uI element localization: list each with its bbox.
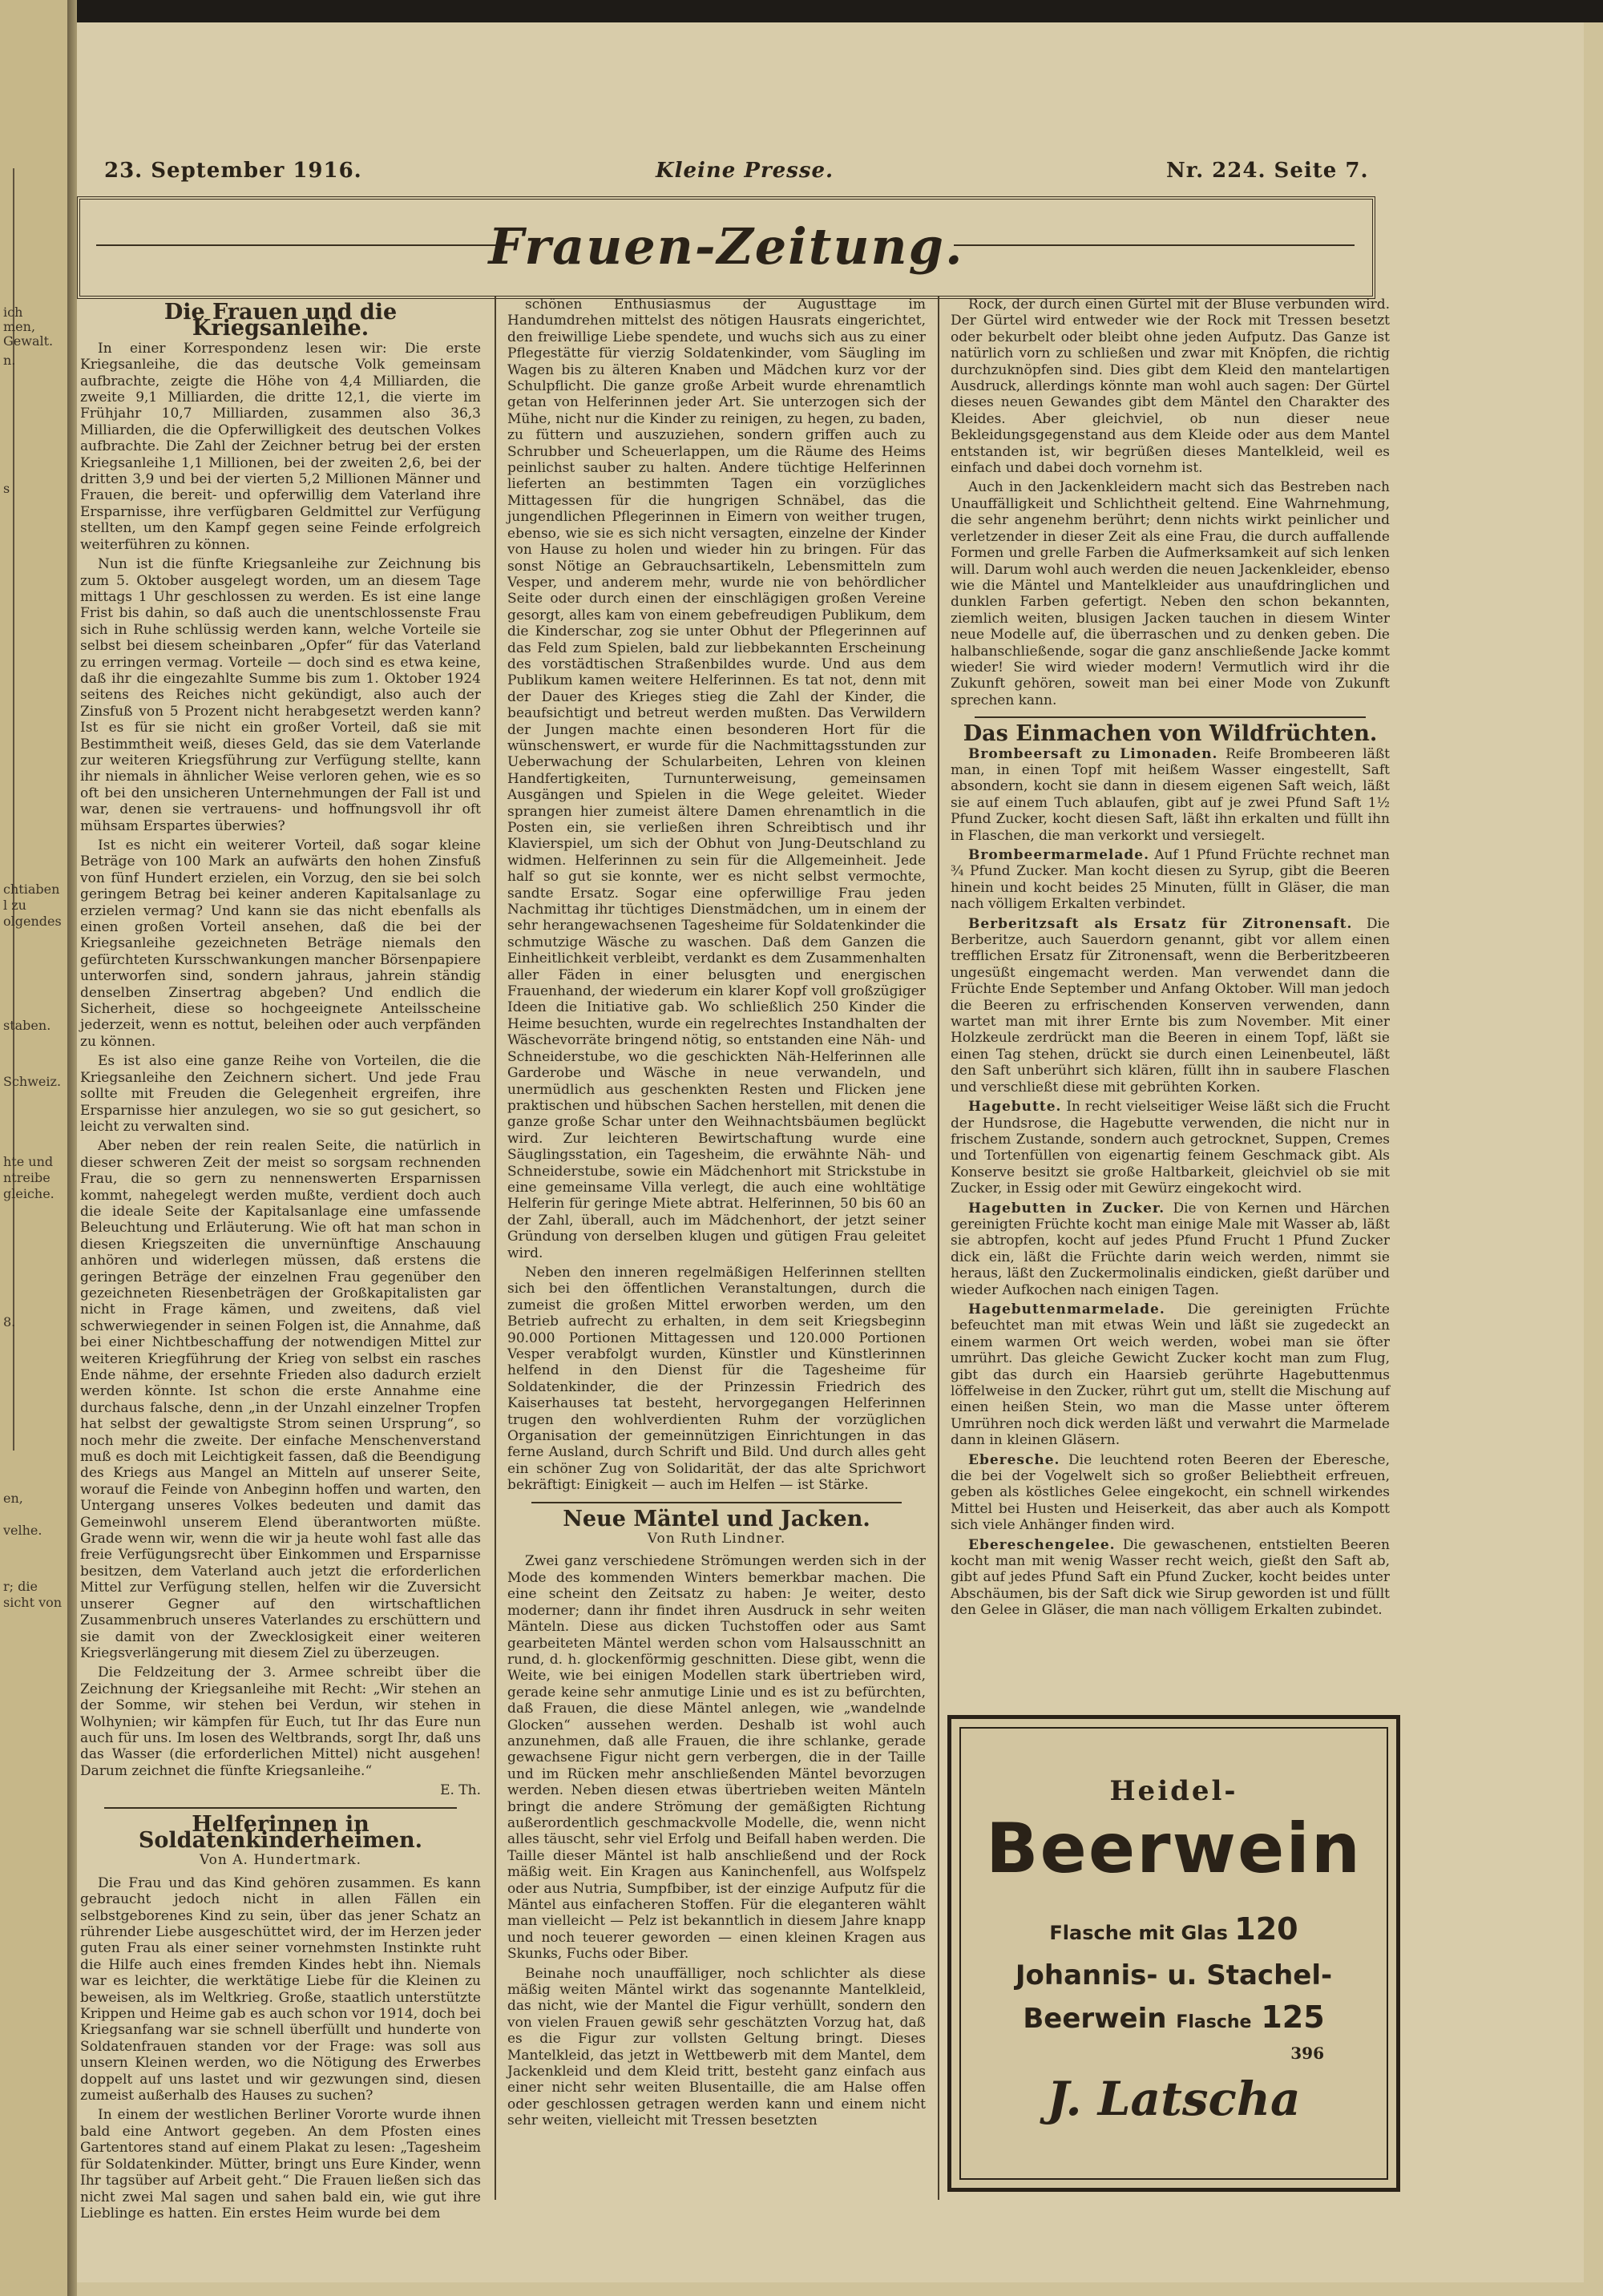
ad-wine-label: Beerwein [1023,2003,1167,2035]
article-separator [531,1502,902,1503]
ad-price-line-3 [951,1999,1396,2035]
ad-main-word: Beerwein [985,1809,1363,1889]
article-body-maentel [507,1553,926,2129]
section-masthead [77,196,1375,299]
recipe-text: Die von Kernen und Härchen gereinigten Früchte kocht man einige Male mit Wasser ab, läßt sie abtropfen, kocht auf jedes Pfund Frucht 1 Pfund Zucker dick ein, läßt die Früchte darin weich werden, nimmt sie heraus, läßt den Zuckermolinalis eindicken, gießt darüber und wieder Aufkochen nach einigen Tagen. [951,1200,1390,1298]
adjacent-page-text-fragment: hte und [3,1154,54,1169]
scan-top-edge [77,0,1603,22]
paragraph: Neben den inneren regelmäßigen Helferinnen stellten sich bei den öffentlichen Veranstaltungen, durch die zumeist die großen Mittel erworben werden, um den Betrieb aufrecht zu erhalten, in dem seit Kriegsbeginn 90.000 Portionen Mittagessen und 120.000 Portionen Vesper verabfolgt wurden, Künstler und Künstlerinnen helfend in den Dienst für die Tagesheime für Soldatenkinder, die der Prinzessin Friedrich des Kaiserhauses tat besteht, hervorgegangen Helferinnen trugen den wohlverdienten Ruhm der vorzüglichen Organisation der gemeinnützigen Einrichtungen in das ferne Ausland, durch Schrift und Bild. Und durch alles geht ein schöner Zug von Solidarität, der das alte Sprichwort bekräftigt: Einigkeit — auch im Helfen — ist Stärke. [507,1264,926,1494]
adjacent-page-text-fragment: ich [3,305,23,320]
adjacent-page-text-fragment: olgendes [3,914,62,929]
article-byline-maentel: Von Ruth Lindner. [647,1531,786,1547]
recipe-text: Reife Brombeeren läßt man, in einen Topf mit heißem Wasser eingestellt, Saft absondern, kocht sie dann in diesem eigenen Saft weich, läßt sie auf einem Tuch ablaufen, gibt auf je zwei Pfund Saft 1½ Pfund Zucker, kocht diesen Saft, läßt ihn erkalten und füllt ihn in Flaschen, die man verkorkt und versiegelt. [951,745,1391,844]
recipe-item [951,916,1390,1096]
recipe-text: In recht vielseitiger Weise läßt sich die Frucht der Hundsrose, die Hagebutte verwenden, die nicht nur in frischem Zustande, sondern auch getrocknet, Suppen, Cremes und Tortenfüllen von eigenartig feinem Geschmack gibt. Als Konserve besitzt sie große Haltbarkeit, gleichviel ob sie mit Zucker, in Essig oder mit Gewürz eingekocht wird. [951,1099,1390,1197]
recipe-item [951,1537,1390,1619]
adjacent-page-text-fragment: ntreibe [3,1170,50,1185]
article-body-helferinnen-continued [507,297,926,1494]
paragraph: Es ist also eine ganze Reihe von Vorteilen, die die Kriegsanleihe den Zeichnern sichert. Und jede Frau sollte mit Freuden die Gelegenheit ergreifen, ihre Ersparnisse hier anzulegen, wo sie so gut gesichert, so leicht zu verwalten sind. [80,1053,481,1135]
paragraph: Auch in den Jackenkleidern macht sich das Bestreben nach Unauffälligkeit und Schlichtheit geltend. Eine Wahrnehmung, die sehr angenehm berührt; denn nichts wirkt peinlicher und verletzender in dieser Zeit als eine Frau, die durch auffallende Formen und grelle Farben die Aufmerksamkeit auf sich lenken will. Darum wohl auch werden die neuen Jackenkleider, ebenso wie die Mäntel und Mantelkleider aus unaufdringlichen und dunklen Farben gefertigt. Neben den schon bekannten, ziemlich weiten, blusigen Jacken tauchen in diesem Winter neue Modelle auf, die überraschen und zu denken geben. Die halbanschließende, sogar die ganz anschließende Jacke kommt wieder! Sie wird wieder modern! Vermutlich wird ihr die Zukunft gehören, soweit man bei einer Mode von Zukunft sprechen kann. [951,479,1390,708]
recipe-title: Ebereschengelee. [968,1536,1116,1553]
paragraph: Nun ist die fünfte Kriegsanleihe zur Zeichnung bis zum 5. Oktober ausgelegt worden, um an diesem Tage mittags 1 Uhr geschlossen zu werden. Es ist eine lange Frist bis dahin, so daß auch die unentschlossenste Frau sich in Ruhe schlüssig werden kann, welche Vorteile sie selbst bei diesem scheinbaren „Opfer“ für das Vaterland zu erringen vermag. Vorteile — doch sind es etwa keine, daß ihr die eingezahlte Summe bis zum 1. Oktober 1924 seitens des Reiches nicht gekündigt, also auch der Zinsfuß von 5 Prozent nicht herabgesetzt werden kann? Ist es für sie nicht ein großer Vorteil, daß sie mit Bestimmtheit weiß, dieses Geld, das sie dem Vaterlande zur weiteren Kriegsführung zur Verfügung stellte, kann ihr niemals in ähnlicher Weise verloren gehen, wie es so oft bei den unsicheren Unternehmungen der Fall ist und war, denen sie vertrauens- und hoffnungsvoll ihr oft mühsam Erspartes überwies? [80,556,481,834]
adjacent-page-strip [0,0,70,2296]
recipe-text: Die gewaschenen, entstielten Beeren kocht man mit wenig Wasser recht weich, gießt den Saft ab, gibt auf jedes Pfund Saft ein Pfund Zucker, kocht beides unter Abschäumen, bis der Saft dick wie Sirup geworden ist und füllt den Gelee in Gläser, die man nach völligem Erkalten zubindet. [951,1536,1390,1619]
adjacent-page-text-fragment: men, [3,319,36,334]
column-divider-1 [495,297,496,2200]
paragraph: schönen Enthusiasmus der Augusttage im Handumdrehen mittelst des nötigen Hausrats eingerichtet, den freiwillige Liebe spendete, und wuchs sich aus zu einer Pflegestätte für vierzig Soldatenkinder, vom Säugling im Wagen bis zu älteren Knaben und Mädchen kurz vor der Schulpflicht. Die ganze große Arbeit wurde ehrenamtlich getan von Helferinnen jeder Art. Sie unterzogen sich der Mühe, nicht nur die Kinder zu reinigen, zu hegen, zu baden, zu füttern und auszuziehen, sondern griffen auch zu Schrubber und Scheuerlappen, um die Räume des Heims peinlichst sauber zu halten. Andere tüchtige Helferinnen lieferten an bestimmten Tagen ein vorzügliches Mittagessen für die hungrigen Schnäbel, das die jungendlichen Pflegerinnen in Eimern von weither trugen, ebenso, wie sie es sich nicht versagten, einzelne der Kinder von Hause zu holen und wieder hin zu bringen. Für das sonst Nötige an Gebrauchsartikeln, Lebensmitteln zum Vesper, und anderem mehr, wurde nie von behördlicher Seite oder durch einen der einschlägigen großen Vereine gesorgt, alles kam von einem gebefreudigen Publikum, dem die Kinderschar, zog sie unter Obhut der Pflegerinnen auf das Feld zum Spielen, bald zur liebbekannten Erscheinung des vorstädtischen Straßenbildes wurde. Und aus dem Publikum kamen weitere Helferinnen. Es tat not, denn mit der Dauer des Krieges stieg die Zahl der Kinder, die beaufsichtigt und betreut werden mußten. Das Verwildern der Jungen machte einen besonderen Hort für die wünschenswert, er wurde für die Nachmittagsstunden zur Ueberwachung der Schularbeiten, Lehren von kleinen Handfertigkeiten, Turnunterweisung, gemeinsamen Ausgängen und Spielen in die Wege geleitet. Wieder sprangen hier zumeist ältere Damen ehrenamtlich in die Posten ein, sie verließen ihren Schreibtisch und ihr Klavierspiel, um sich der Obhut von Jung-Deutschland zu widmen. Helferinnen zu sein für die Allgemeinheit. Jede half so gut sie konnte, wer es nicht selbst vermochte, sandte Ersatz. Sogar eine opferwillige Frau jeden Nachmittag ihr tüchtiges Dienstmädchen, um in einem der sehr herangewachsenen Tagesheime für Soldatenkinder die schmutzige Wäsche zu waschen. Daß dem Ganzen die Einheitlichkeit verbleibt, verdankt es dem Zusammenhalten aller Fäden in einer belusgten und energischen Frauenhand, der wiederum ein klarer Kopf voll großzügiger Ideen die Initiative gab. Wo schließlich 250 Kinder die Heime besuchten, wurde ein regelrechtes Instandhalten der Wäschevorräte bringend nötig, so entstanden eine Näh- und Schneiderstube, wo die geschickten Näh-Helferinnen alle Garderobe und Wäsche in neue verwandeln, und unermüdlich aus geschenkten Resten und Flicken jene praktischen und hübschen Sachen herstellen, mit denen die ganze große Schar unter den Weihnachtsbäumen beglückt wird. Zur leichteren Bewirtschaftung wurde eine Säuglingsstation, ein Tagesheim, die erwähnte Näh- und Schneiderstube, sowie ein Mädchenhort mit Strickstube in eine gemeinsame Villa verlegt, die auch eine wohltätige Helferin für geringe Miete abtrat. Helferinnen, 50 bis 60 an der Zahl, überall, auch im Mädchenhort, der jetzt seiner Gründung von derselben klugen und gütigen Frau geleitet wird. [507,297,926,1261]
paragraph: In einer Korrespondenz lesen wir: Die erste Kriegsanleihe, die das deutsche Volk gemeinsam aufbrachte, zeigte die Höhe von 4,4 Milliarden, die zweite 9,1 Milliarden, die dritte 12,1, die vierte im Frühjahr 10,7 Milliarden, zusammen also 36,3 Milliarden, die die Opferwilligkeit des deutschen Volkes aufbrachte. Die Zahl der Zeichner betrug bei der ersten Kriegsanleihe 1,1 Millionen, bei der zweiten 2,6, bei der dritten 3,9 und bei der vierten 5,2 Millionen Männer und Frauen, die bereit- und opferwillig dem Vaterland ihre Ersparnisse, ihre verfügbaren Geldmittel zur Verfügung stellten, um den Kampf gegen seine Feinde erfolgreich weiterführen zu können. [80,340,481,553]
article-body-helferinnen [80,1875,481,2222]
article-body-kriegsanleihe [80,341,481,1779]
ad-price-line-1 [951,1911,1396,1947]
ad-bottle-label-2: Flasche [1176,2012,1252,2032]
column-2 [507,297,926,2196]
header-paper-name: Kleine Presse. [656,159,834,183]
recipe-title: Brombeersaft zu Limonaden. [968,745,1218,762]
adjacent-page-text-fragment: gleiche. [3,1186,55,1201]
recipe-title: Berberitzsaft als Ersatz für Zitronensaft. [968,915,1353,932]
recipe-text: Die gereinigten Früchte befeuchtet man mit etwas Wein und läßt sie zugedeckt an einem warmen Ort weich werden, wobei man sie öfter umrührt. Das gleiche Gewicht Zucker kocht man zum Flug, gibt das durch ein Haarsieb gerührte Hagebuttenmus löffelweise in den Zucker, rührt gut um, stellt die Mischung auf einen heißen Stein, wo man die Masse unter öfterem Umrühren noch dick werden läßt und verwahrt die Marmelade dann in kleinen Gläsern. [951,1301,1390,1449]
header-issue-page: Nr. 224. Seite 7. [1166,159,1369,183]
adjacent-page-text-fragment: Gewalt. [3,333,54,349]
article-byline-helferinnen: Von A. Hundertmark. [199,1852,362,1869]
adjacent-page-text-fragment: staben. [3,1018,51,1033]
ad-price-1: 120 [1234,1911,1298,1947]
paragraph: Rock, der durch einen Gürtel mit der Bluse verbunden wird. Der Gürtel wird entweder wie der Rock mit Tressen besetzt oder bekurbelt oder bleibt ohne jeden Aufputz. Das Ganze ist natürlich vorn zu schließen und zwar mit Knöpfen, die richtig durchzuknöpfen sind. Dies gibt dem Kleid den mantelartigen Ausdruck, allerdings könnte man wohl auch sagen: Der Gürtel dieses neuen Gewandes gibt dem Mäntel den Charakter des Kleides. Aber gleichviel, ob nun dieser neue Bekleidungsgegenstand aus dem Kleide oder aus dem Mantel entstanden ist, wir begrüßen dieses Mantelkleid, weil es einfach und dabei doch vornehm ist. [951,297,1390,477]
article-signature: E. Th. [440,1782,481,1799]
recipe-item [951,1301,1390,1449]
adjacent-page-text-fragment: en, [3,1491,23,1506]
ad-firm-name: J. Latscha [1047,2072,1301,2126]
adjacent-page-text-fragment: chtiaben [3,882,60,897]
article-separator [975,716,1366,718]
recipe-text: Die leuchtend roten Beeren der Eberesche, die bei der Vogelwelt sich so großer Beliebtheit erfreuen, geben als köstliches Gelee eingekocht, ein schnell wirkendes Mittel bei Husten und Heiserkeit, das aber auch als Kompott sich viele Anhänger finden wird. [951,1451,1390,1534]
adjacent-page-text-fragment: 8. [3,1314,16,1330]
paragraph: In einem der westlichen Berliner Vororte wurde ihnen bald eine Antwort gegeben. An dem Pfosten eines Gartentores stand auf einem Plakat zu lesen: „Tagesheim für Soldatenkinder. Mütter, bringt uns Eure Kinder, wenn Ihr tagsüber auf Arbeit geht.“ Die Frauen ließen sich das nicht zwei Mal sagen und sahen bald ein, wie gut ihre Lieblinge es hatten. Ein erstes Heim wurde bei dem [80,2107,481,2221]
recipe-title: Brombeermarmelade. [968,847,1149,863]
ad-price-2: 125 [1261,1999,1325,2035]
adjacent-page-text-fragment: Schweiz. [3,1074,62,1089]
paragraph: Beinahe noch unauffälliger, noch schlichter als diese mäßig weiten Mäntel wirkt das sogenannte Mantelkleid, das nicht, wie der Mantel die Figur verhüllt, sondern den von vielen Frauen gewiß sehr geschätzten Vorzug hat, daß es die Figur zur vollsten Geltung bringt. Dieses Mantelkleid, das jetzt in Wettbewerb mit dem Mantel, dem Jackenkleid und dem Kleid tritt, besteht ganz einfach aus einer nicht sehr weiten Blusentaille, die am Halse offen oder geschlossen getragen werden kann und einem nicht sehr weiten, vielleicht mit Tressen besetzten [507,1965,926,2129]
adjacent-page-text-fragment: l zu [3,898,26,913]
paragraph: Zwei ganz verschiedene Strömungen werden sich in der Mode des kommenden Winters bemerkbar machen. Die eine scheint den Zeitsatz zu haben: Je weiter, desto moderner; dann ihr findet ihren Ausdruck in sehr weiten Mänteln. Diese aus dicken Tuchstoffen oder aus Samt gearbeiteten Mäntel werden schon vom Halsausschnitt an rund, d. h. glockenförmig geschnitten. Diese gibt, wenn die Weite, wie bei einigen Modellen stark übertrieben wird, gerade keine sehr anmutige Linie und es ist zu befürchten, daß Frauen, die diese Mäntel anlegen, wie „wandelnde Glocken“ aussehen werden. Deshalb ist wohl auch anzunehmen, daß alle Frauen, die ihre schlanke, gerade gewachsene Figur nicht gern verbergen, die in der Taille und im Rücken mehr anschließenden Mäntel bevorzugen werden. Neben diesen etwas übertrieben weiten Mänteln bringt die andere Strömung der gemäßigten Richtung außerordentlich geschmackvolle Modelle, die, wenn nicht alles täuscht, sehr viel Erfolg und Beifall haben werden. Die Taille dieser Mäntel ist halb anschließend und der Rock mäßig weit. Ein Kragen aus Kaninchenfell, aus Wolfspelz oder aus Nutria, Sumpfbiber, ist der einzige Aufputz für die Mäntel aus einfacheren Stoffen. Für die eleganteren wählt man vielleicht — Pelz ist bekanntlich in diesem Jahre knapp und noch teuerer geworden — einen kleinen Kragen aus Skunks, Fuchs oder Biber. [507,1553,926,1963]
section-title: Frauen-Zeitung. [488,217,964,276]
recipe-text: Auf 1 Pfund Früchte rechnet man ¾ Pfund Zucker. Man kocht diesen zu Syrup, gibt die Beeren hinein und kocht beides 25 Minuten, füllt in Gläser, die man nach völligem Erkalten verbindet. [951,847,1390,913]
article-headline-kriegsanleihe: Die Frauen und die Kriegsanleihe. [164,300,398,341]
paragraph: Die Frau und das Kind gehören zusammen. Es kann gebraucht jedoch nicht in allen Fällen ein selbstgeborenes Kind zu sein, über das jener Schatz an rührender Liebe ausgeschüttet wird, der im Herzen jeder guten Frau als einer seiner vornehmsten Instinkte ruht die Hilfe auch eines fremden Kindes hebt ihn. Niemals war es leichter, die werktätige Liebe für die Kleinen zu beweisen, als im Weltkrieg. Große, staatlich unterstützte Krippen und Heime gab es auch schon vor 1914, doch bei Kriegsanfang war sie schnell überfüllt und hunderte von Soldatenfrauen standen vor der Frage: was soll aus unsern Kleinen werden, wo die Nötigung des Erwerbes doppelt auf uns lastet und wir gezwungen sind, diesen zumeist außerhalb des Hauses zu suchen? [80,1874,481,2104]
recipe-title: Hagebutte. [968,1099,1062,1116]
adjacent-page-text-fragment: s [3,481,10,496]
paragraph: Die Feldzeitung der 3. Armee schreibt über die Zeichnung der Kriegsanleihe mit Recht: „Wir stehen an der Somme, wir stehen bei Verdun, wir stehen in Wolhynien; wir kämpfen für Euch, tut Ihr das Eure nun auch für uns. Im losen des Weltbrands, sorgt Ihr, daß uns das Wasser (die erforderlichen Mittel) nicht ausgehen! Darum zeichnet die fünfte Kriegsanleihe.“ [80,1664,481,1779]
paragraph: Aber neben der rein realen Seite, die natürlich in dieser schweren Zeit der meist so sorgsam rechnenden Frau, die so gern zu nennenswerten Ersparnissen kommt, nahegelegt werden mußte, verdient doch auch die ideale Seite der Kapitalsanlage eine umfassende Beleuchtung und Erläuterung. Wie oft hat man schon in diesen Kriegszeiten die unvernünftige Anschauung anhören und widerlegen müssen, daß erstens die geringen Beträge der einzelnen Frau gegenüber den gezeichneten Riesenbeträgen der Großkapitalisten gar nicht in Frage kämen, und zweitens, daß viel schwerwiegender in seinen Folgen ist, die Annahme, daß bei einer Nichtbeschaffung der notwendigen Mittel zur weiteren Kriegführung der Krieg von selbst ein rasches Ende nähme, der ersehnte Frieden also dadurch erzielt werden könnte. Ist schon die erste Annahme eine durchaus falsche, denn „in der Unzahl einzelner Tropfen hat selbst der gewaltigste Strom seinen Ursprung“, so noch mehr die zweite. Der einfache Menschenverstand muß es doch mit Leichtigkeit fassen, daß die Beendigung des Kriegs aus Mangel an Mitteln auf unserer Seite, worauf die Feinde von Anbeginn hoffen und warten, den Untergang unseres Volkes bedeuten und damit das Gemeinwohl unserem Elend überantworten müßte. Grade wenn wir, wenn die wir ja heute wohl fast alle das freie Verfügungsrecht über Einkommen und Ersparnisse besitzen, dem Vaterland auch jetzt die erforderlichen Mittel zur Verfügung stellen, helfen wir die Zuversicht unserer Gegner auf den wirtschaftlichen Zusammenbruch unseres Vaterlandes zu erschüttern und sie damit von der Zwecklosigkeit einer weiteren Kriegsverlängerung mit diesem Ziel zu überzeugen. [80,1138,481,1661]
adjacent-page-text-fragment: n. [3,353,16,368]
recipe-list [951,746,1390,1619]
advertisement-beerwein [947,1715,1400,2192]
ad-bottle-label: Flasche mit Glas [1049,1922,1228,1944]
recipe-item [951,1200,1390,1298]
recipe-item [951,847,1390,913]
recipe-title: Hagebutten in Zucker. [968,1200,1165,1217]
recipe-title: Eberesche. [968,1451,1060,1468]
adjacent-page-text-fragment: sicht von [3,1595,63,1610]
ad-line-2: Johannis- u. Stachel- [1015,1959,1333,1991]
article-headline-helferinnen: Helferinnen in Soldatenkinderheimen. [138,1811,423,1853]
recipe-text: Die Berberitze, auch Sauerdorn genannt, gibt vor allem einen trefflichen Ersatz für Zitronensaft, wenn die Berberitzbeeren ungesüßt eingemacht werden. Man verwendet dann die Früchte Ende September und Anfang Oktober. Will man jedoch die Beeren zu erfrischenden Konserven verwenden, dann wartet man mit ihrer Ernte bis zum November. Mit einer Holzkeule zerdrückt man die Beeren in einem Topf, läßt sie einen Tag stehen, drückt sie durch einen Leinenbeutel, läßt den Saft unberührt sich klären, füllt ihn in saubere Flaschen und verschließt diese mit gebrühten Korken. [951,915,1391,1096]
column-3 [951,297,1390,1703]
column-1 [80,297,481,2221]
paragraph: Ist es nicht ein weiterer Vorteil, daß sogar kleine Beträge von 100 Mark an aufwärts den hohen Zinsfuß von fünf Hundert erzielen, ein Vorzug, den sie bei solch geringem Betrag bei keiner anderen Kapitalsanlage zu erzielen vermag? Und kann sie das nicht ebenfalls als einen großen Vorteil ansehen, daß die bei der Kriegsanleihe gezeichneten Beträge niemals den gefürchteten Kursschwankungen mancher Börsenpapiere unterworfen sind, sondern jahraus, jahrein ständig denselben Zinsertrag abgeben? Und endlich die Sicherheit, diese so hochgeeignete Anteilsscheine jederzeit, wenn es nottut, beleihen oder auch verpfänden zu können. [80,837,481,1050]
article-separator [104,1807,457,1809]
article-headline-einmachen: Das Einmachen von Wildfrüchten. [963,721,1378,747]
article-body-maentel-continued [951,297,1390,708]
recipe-item [951,746,1390,844]
ad-top-word: Heidel- [1109,1775,1238,1807]
ad-reference-number: 396 [1290,2044,1324,2063]
book-gutter [67,0,77,2296]
recipe-title: Hagebuttenmarmelade. [968,1301,1165,1317]
recipe-item [951,1099,1390,1196]
article-headline-maentel: Neue Mäntel und Jacken. [563,1506,870,1531]
header-date: 23. September 1916. [104,159,362,183]
adjacent-page-text-fragment: velhe. [3,1523,42,1538]
recipe-item [951,1452,1390,1534]
column-divider-2 [938,297,939,2200]
adjacent-page-text-fragment: r; die [3,1579,38,1594]
